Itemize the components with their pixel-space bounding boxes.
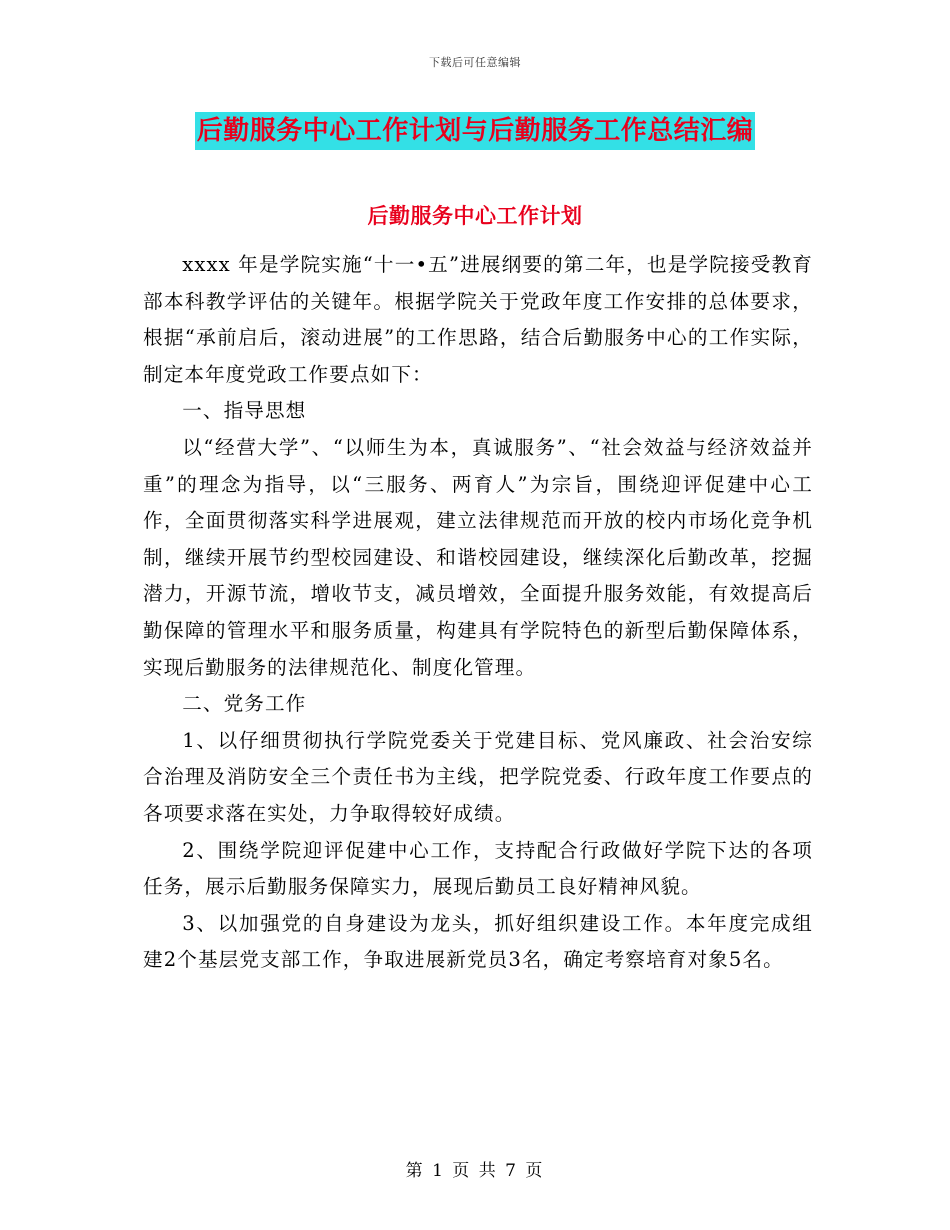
document-body [143,247,813,979]
paragraph-intro: xxxx 年是学院实施“十一•五”进展纲要的第二年，也是学院接受教育部本科教学评估的关键年。根据学院关于党政年度工作安排的总体要求，根据“承前启后，滚动进展”的工作思路，结合后勤服务中心的工作实际，制定本年度党政工作要点如下： [143,253,813,386]
paragraph-item-3: 3、以加强党的自身建设为龙头，抓好组织建设工作。本年度完成组建2个基层党支部工作，争取进展新党员3名，确定考察培育对象5名。 [143,911,813,972]
paragraph-guiding-ideology: 以“经营大学”、“以师生为本，真诚服务”、“社会效益与经济效益并重”的理念为指导，以“三服务、两育人”为宗旨，围绕迎评促建中心工作，全面贯彻落实科学进展观，建立法律规范而开放的校内市场化竞争机制，继续开展节约型校园建设、和谐校园建设，继续深化后勤改革，挖掘潜力，开源节流，增收节支，减员增效，全面提升服务效能，有效提高后勤保障的管理水平和服务质量，构建具有学院特色的新型后勤保障体系，实现后勤服务的法律规范化、制度化管理。 [143,435,813,679]
paragraph-item-1: 1、以仔细贯彻执行学院党委关于党建目标、党风廉政、社会治安综合治理及消防安全三个责任书为主线，把学院党委、行政年度工作要点的各项要求落在实处，力争取得较好成绩。 [143,728,813,825]
heading-party-affairs: 二、党务工作 [182,692,307,716]
document-title-container [0,112,950,150]
paragraph-item-2: 2、围绕学院迎评促建中心工作，支持配合行政做好学院下达的各项任务，展示后勤服务保障实力，展现后勤员工良好精神风貌。 [143,838,813,899]
header-note: 下载后可任意编辑 [429,56,521,69]
page-number-footer: 第 1 页 共 7 页 [405,1161,545,1181]
section-title: 后勤服务中心工作计划 [367,204,583,228]
document-title: 后勤服务中心工作计划与后勤服务工作总结汇编 [195,112,756,150]
heading-guiding-ideology: 一、指导思想 [182,399,307,423]
